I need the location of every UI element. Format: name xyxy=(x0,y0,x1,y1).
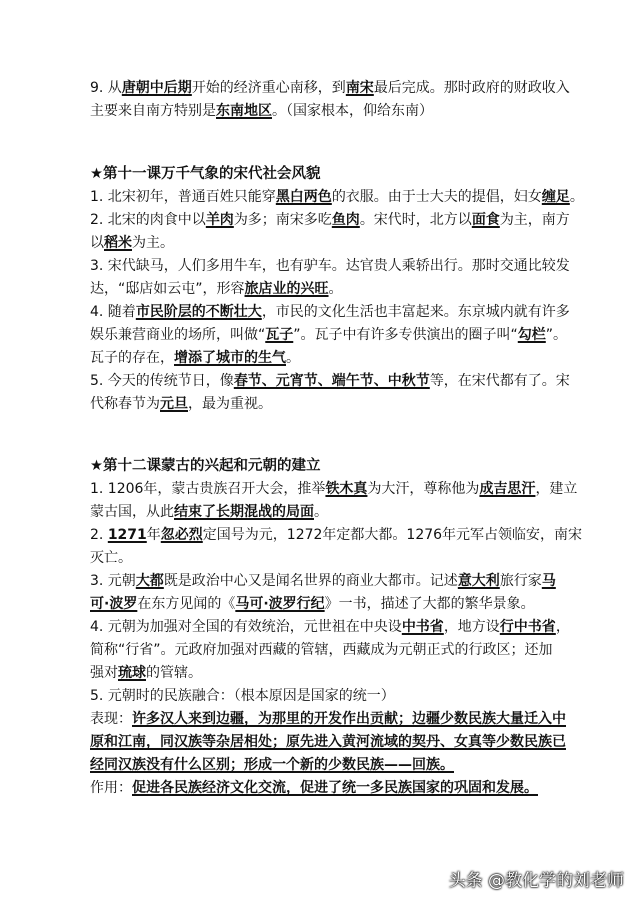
lesson11-p2-line1: 2. 北宋的肉食中以羊肉为多；南宋多吃鱼肉。宋代时，北方以面食为主，南方 xyxy=(90,212,570,228)
lesson12-p2-line1: 2. 1271年忽必烈定国号为元，1272年定都大都。1276年元军占领临安，南宋 xyxy=(90,527,583,543)
lesson11-p4-line3: 瓦子的存在，增添了城市的生气。 xyxy=(90,350,300,366)
item9-line2: 主要来自南方特别是东南地区。（国家根本，仰给东南） xyxy=(90,103,433,119)
lesson12-p5-line3: 原和江南，同汉族等杂居相处；原先进入黄河流域的契丹、女真等少数民族已 xyxy=(90,734,566,750)
lesson12-p5-line5: 作用：促进各民族经济文化交流，促进了统一多民族国家的巩固和发展。 xyxy=(90,780,538,796)
lesson12-p1-line1: 1. 1206年，蒙古贵族召开大会，推举铁木真为大汗，尊称他为成吉思汗，建立 xyxy=(90,481,578,497)
lesson11-p5-line2: 代称春节为元旦，最为重视。 xyxy=(90,396,272,412)
lesson11-p3-line1: 3. 宋代缺马，人们多用牛车，也有驴车。达官贵人乘轿出行。那时交通比较发 xyxy=(90,258,570,274)
lesson12-p3-line2: 可·波罗在东方见闻的《马可·波罗行纪》一书，描述了大都的繁华景象。 xyxy=(90,596,535,612)
lesson11-p1: 1. 北宋初年，普通百姓只能穿黑白两色的衣服。由于士大夫的提倡，妇女缠足。 xyxy=(90,189,584,205)
lesson12-p4-line2: 简称“行省”。元政府加强对西藏的管辖，西藏成为元朝正式的行政区；还加 xyxy=(90,642,553,658)
lesson12-title: ★第十二课蒙古的兴起和元朝的建立 xyxy=(90,458,321,474)
lesson11-p4-line2: 娱乐兼营商业的场所，叫做“瓦子”。瓦子中有许多专供演出的圈子叫“勾栏”。 xyxy=(90,327,568,343)
lesson12-p2-line2: 灭亡。 xyxy=(90,550,132,566)
lesson11-p5-line1: 5. 今天的传统节日，像春节、元宵节、端午节、中秋节等，在宋代都有了。宋 xyxy=(90,373,570,389)
lesson12-p4-line3: 强对琉球的管辖。 xyxy=(90,665,202,681)
lesson11-p2-line2: 以稻米为主。 xyxy=(90,235,174,251)
lesson12-p5-line2: 表现：许多汉人来到边疆，为那里的开发作出贡献；边疆少数民族大量迁入中 xyxy=(90,711,566,727)
lesson12-p5-line1: 5. 元朝时的民族融合：（根本原因是国家的统一） xyxy=(90,688,395,704)
lesson11-p4-line1: 4. 随着市民阶层的不断壮大，市民的文化生活也丰富起来。东京城内就有许多 xyxy=(90,304,570,320)
watermark-text: 头条 @教化学的刘老师 xyxy=(448,871,624,891)
lesson12-p5-line4: 经同汉族没有什么区别；形成一个新的少数民族——回族。 xyxy=(90,757,454,773)
lesson11-title: ★第十一课万千气象的宋代社会风貌 xyxy=(90,166,321,182)
lesson11-p3-line2: 达，“邸店如云屯”，形容旅店业的兴旺。 xyxy=(90,281,343,297)
lesson12-p3-line1: 3. 元朝大都既是政治中心又是闻名世界的商业大都市。记述意大利旅行家马 xyxy=(90,573,556,589)
item9-line1: 9. 从唐朝中后期开始的经济重心南移，到南宋最后完成。那时政府的财政收入 xyxy=(90,80,570,96)
lesson12-p1-line2: 蒙古国，从此结束了长期混战的局面。 xyxy=(90,504,328,520)
lesson12-p4-line1: 4. 元朝为加强对全国的有效统治，元世祖在中央设中书省，地方设行中书省， xyxy=(90,619,570,635)
